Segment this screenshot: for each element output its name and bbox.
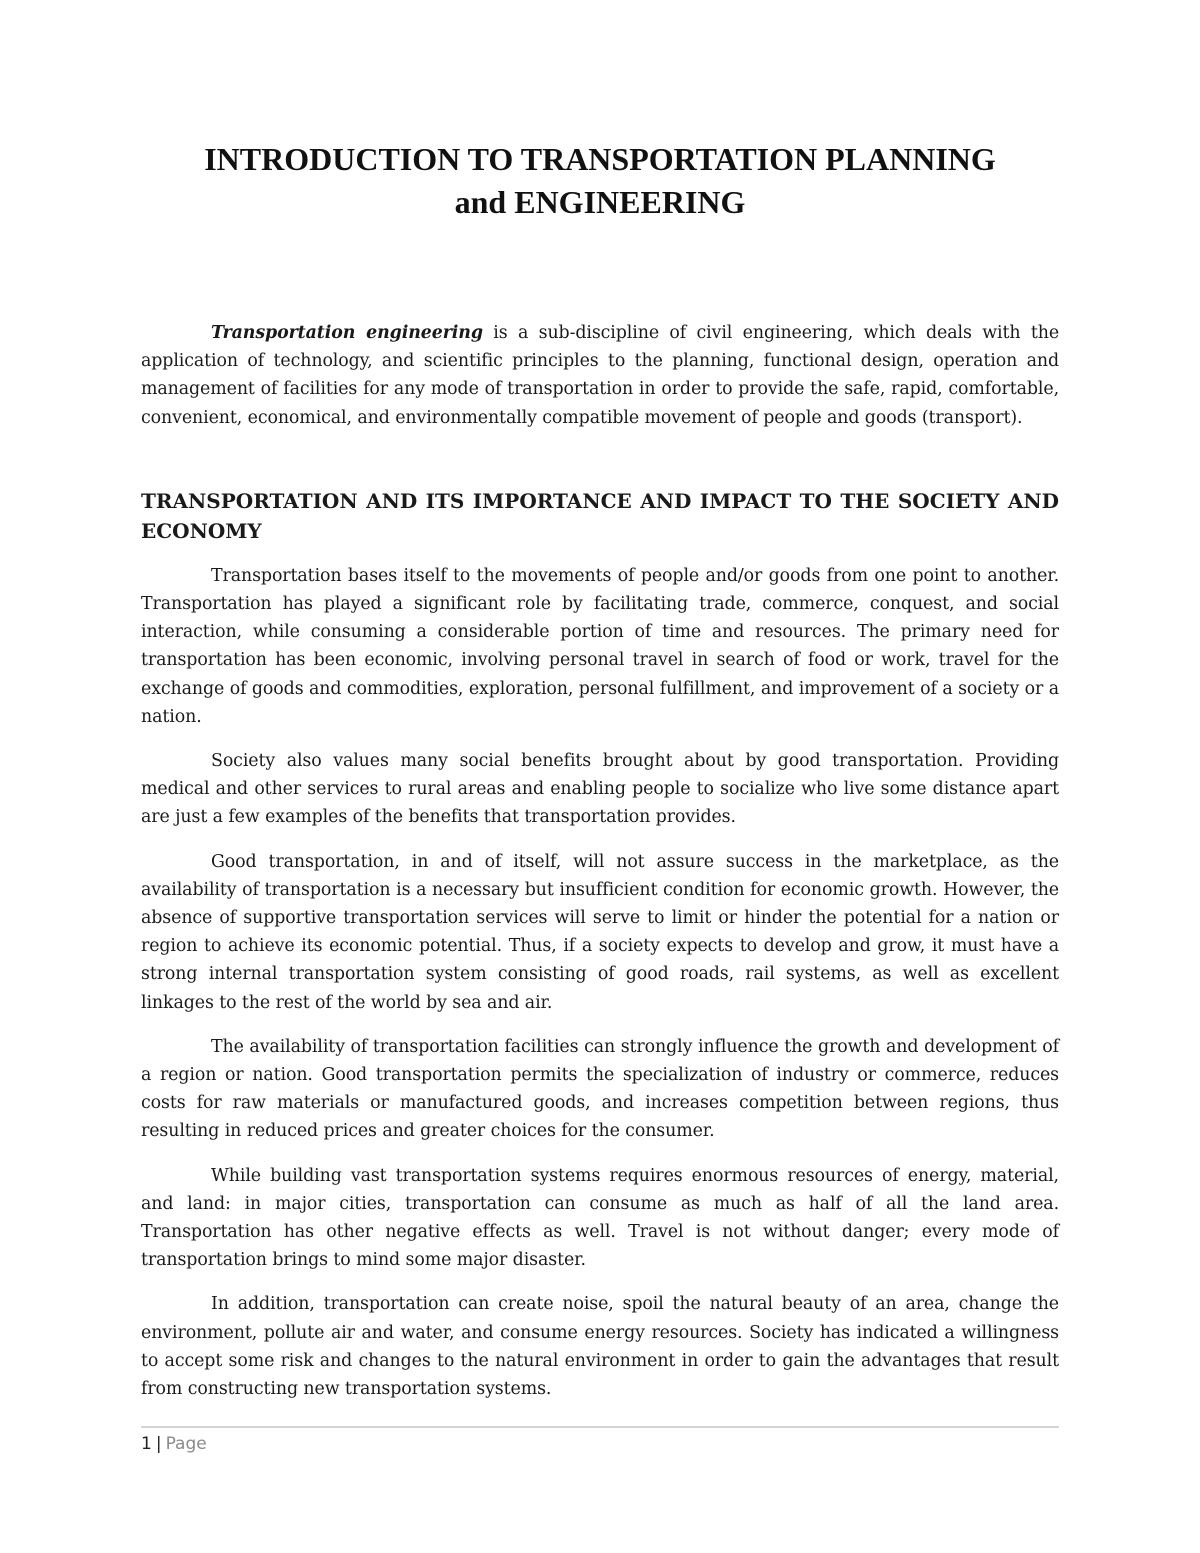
- intro-text: is a sub-discipline of civil engineering, which deals with the application of technology, and scientific principles to the planning, functional design, operation and management of facilities for any mode of transportation in order to provide the safe, rapid, comfortable, convenient, economical, and environmentally compatible movement of people and goods (transport).: [141, 323, 1060, 428]
- footer-page-indicator: [141, 1434, 1059, 1454]
- title-line-1: INTRODUCTION TO TRANSPORTATION PLANNING: [204, 141, 996, 177]
- paragraph-2: Society also values many social benefits brought about by good transportation. Providing medical and other services to rural areas and enabling people to socialize who live some distance apart are just a few examples of the benefits that transportation provides.: [141, 751, 1059, 828]
- document-title: [141, 138, 1059, 224]
- paragraph-6: In addition, transportation can create noise, spoil the natural beauty of an area, change the environment, pollute air and water, and consume energy resources. Society has indicated a willingness to accept some risk and changes to the natural environment in order to gain the advantages that result from constructing new transportation systems.: [141, 1294, 1059, 1400]
- section-heading: TRANSPORTATION AND ITS IMPORTANCE AND IMPACT TO THE SOCIETY AND ECONOMY: [141, 488, 1059, 543]
- page-label: Page: [165, 1434, 207, 1454]
- footer-separator: |: [155, 1434, 162, 1454]
- page-content: [141, 138, 1059, 1419]
- intro-paragraph: [141, 319, 1059, 432]
- page-footer: [141, 1426, 1059, 1454]
- paragraph-5: While building vast transportation systems requires enormous resources of energy, material, and land: in major cities, transportation can consume as much as half of all the land area. Transportation has other negative effects as well. Travel is not without danger; every mode of transportation brings to mind some major disaster.: [141, 1165, 1059, 1271]
- title-line-2: and ENGINEERING: [454, 184, 746, 220]
- paragraph-3: Good transportation, in and of itself, will not assure success in the marketplace, as the availability of transportation is a necessary but insufficient condition for economic growth. However, the absence of supportive transportation services will serve to limit or hinder the potential for a nation or region to achieve its economic potential. Thus, if a society expects to develop and grow, it must have a strong internal transportation system consisting of good roads, rail systems, as well as excellent linkages to the rest of the world by sea and air.: [141, 851, 1059, 1013]
- paragraph-1: Transportation bases itself to the movements of people and/or goods from one point to another. Transportation has played a significant role by facilitating trade, commerce, conquest, and social interaction, while consuming a considerable portion of time and resources. The primary need for transportation has been economic, involving personal travel in search of food or work, travel for the exchange of goods and commodities, exploration, personal fulfillment, and improvement of a society or a nation.: [141, 565, 1059, 727]
- paragraph-4: The availability of transportation facilities can strongly influence the growth and development of a region or nation. Good transportation permits the specialization of industry or commerce, reduces costs for raw materials or manufactured goods, and increases competition between regions, thus resulting in reduced prices and greater choices for the consumer.: [141, 1036, 1059, 1142]
- defined-term: Transportation engineering: [211, 323, 483, 343]
- footer-divider: [141, 1426, 1059, 1428]
- page-number: 1: [141, 1434, 152, 1454]
